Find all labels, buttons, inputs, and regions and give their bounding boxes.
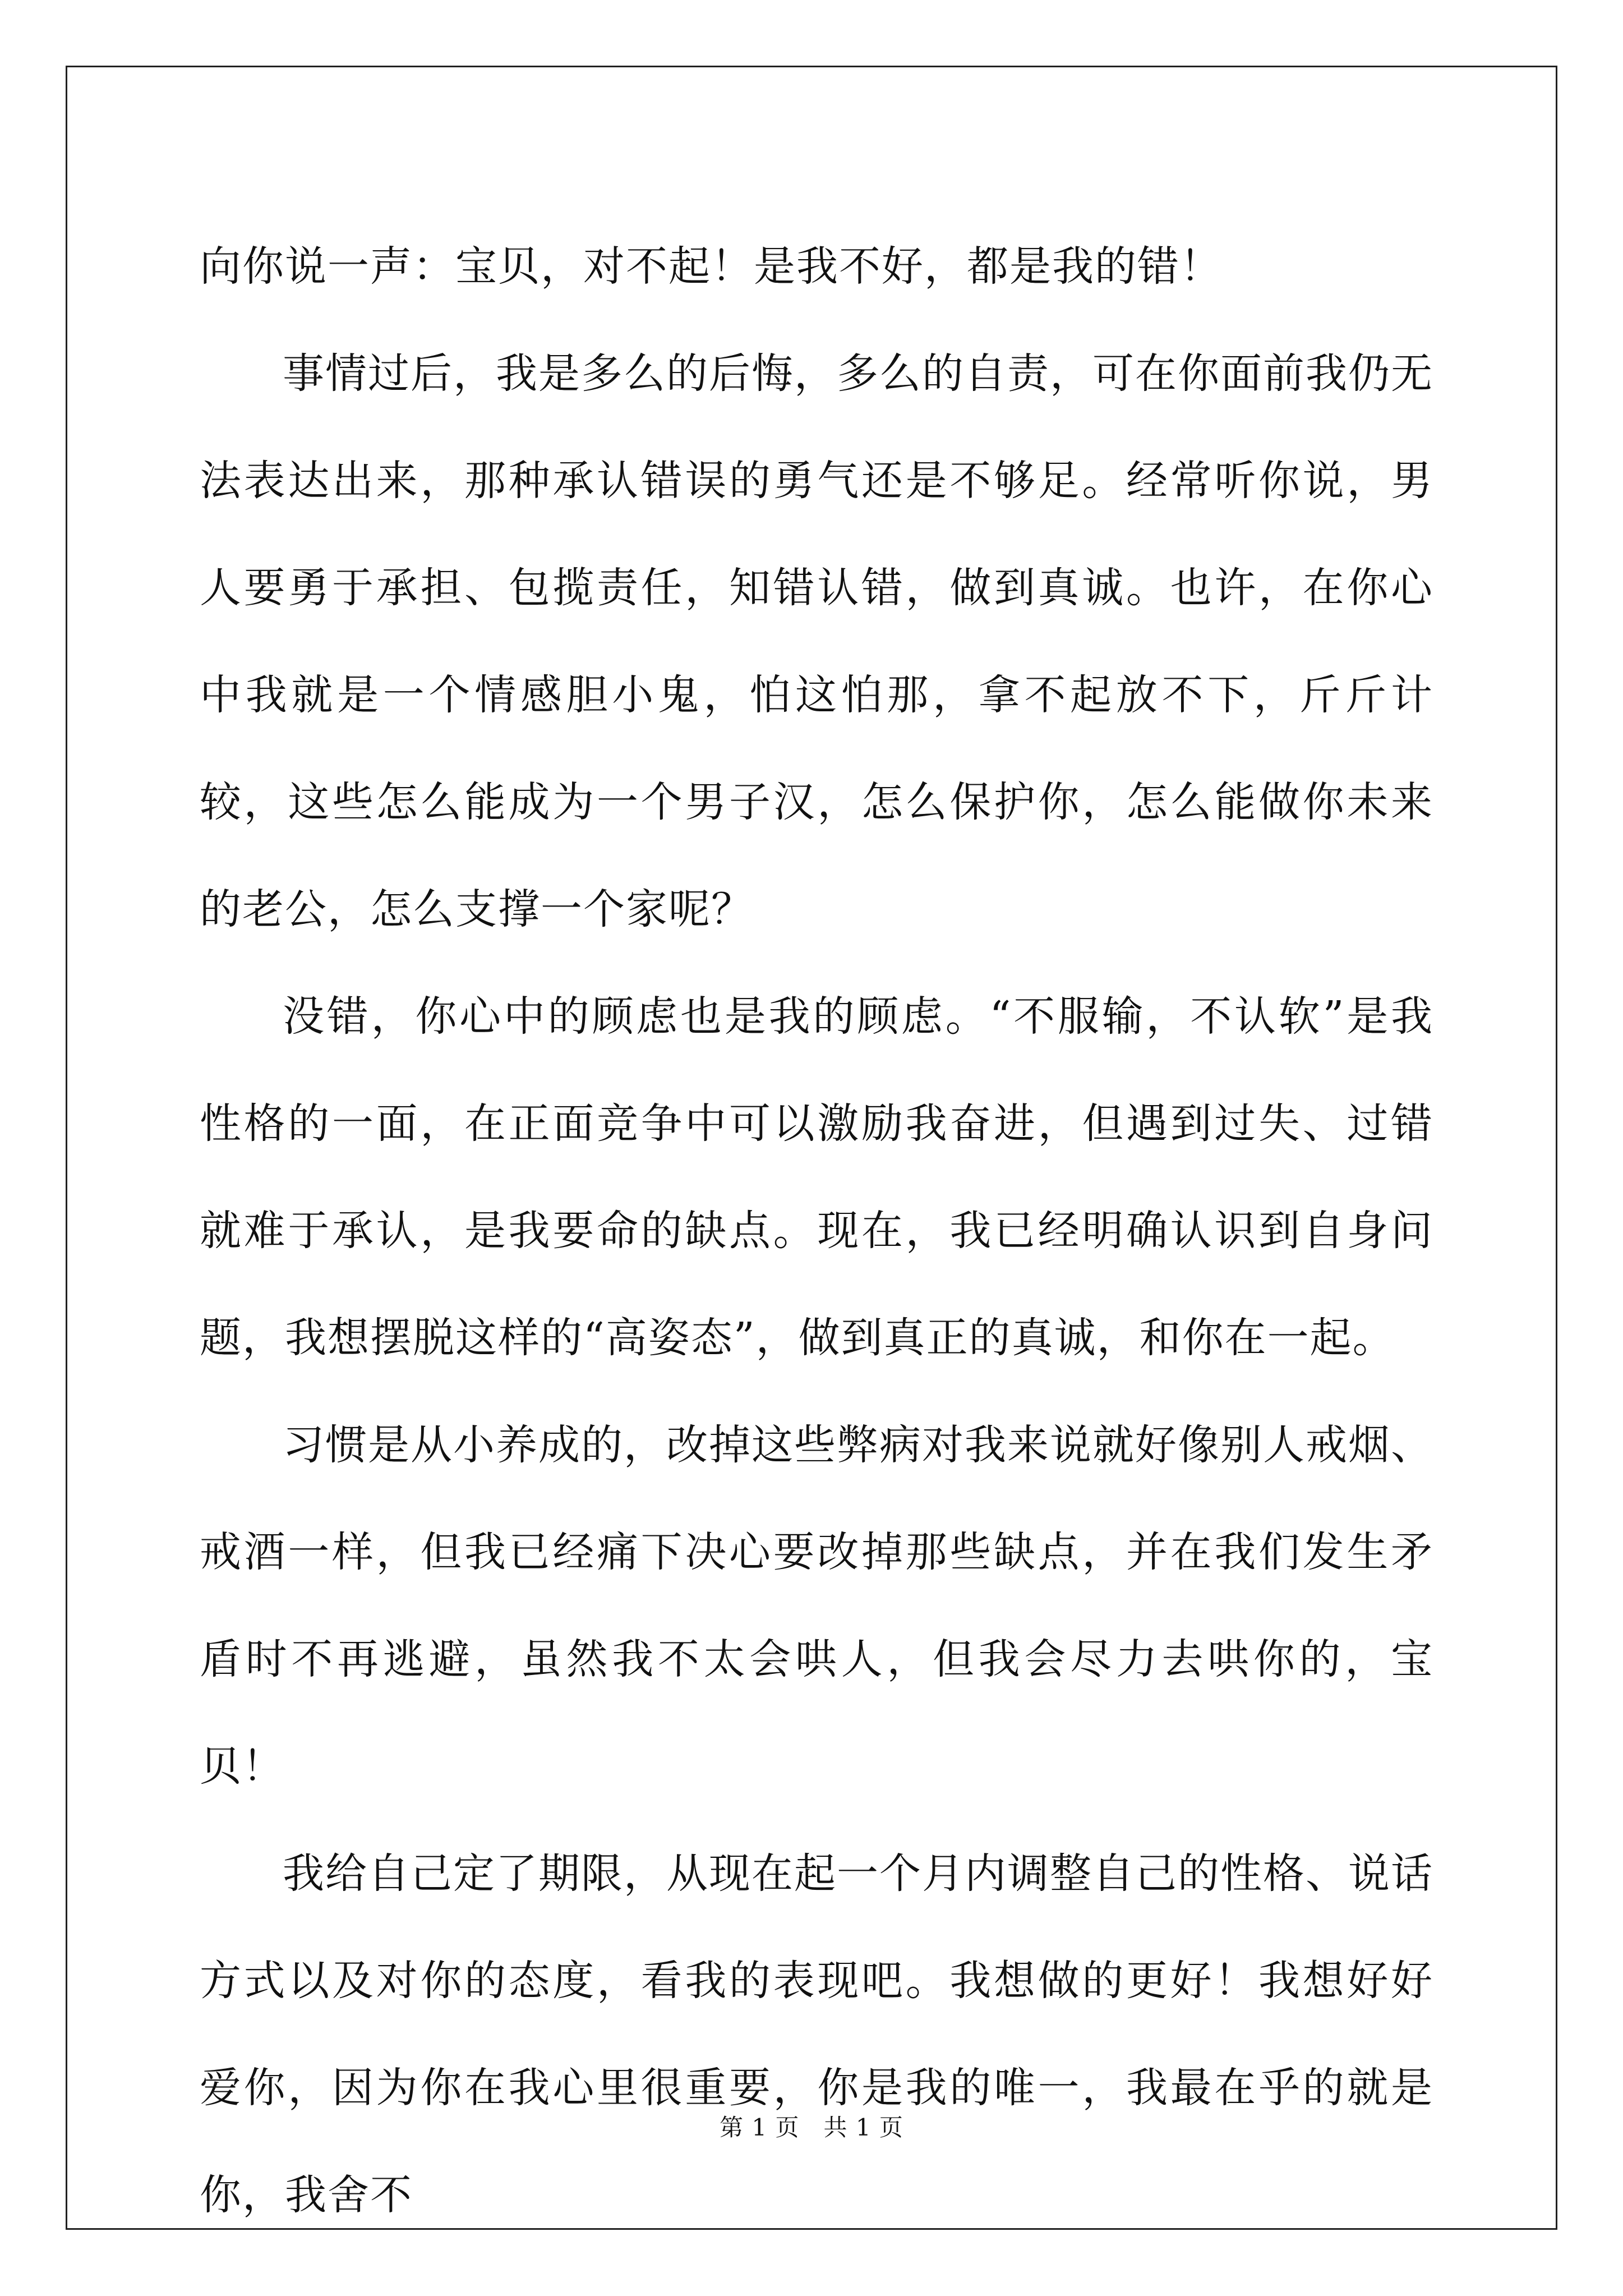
paragraph-3: 没错，你心中的顾虑也是我的顾虑。“不服输，不认软”是我性格的一面，在正面竞争中可以激励我奋进，但遇到过失、过错就难于承认，是我要命的缺点。现在，我已经明确认识到自身问题，我想摆脱这样的“高姿态”，做到真正的真诚，和你在一起。 <box>200 992 1433 1362</box>
paragraph-5: 我给自己定了期限，从现在起一个月内调整自己的性格、说话方式以及对你的态度，看我的表现吧。我想做的更好！我想好好爱你，因为你在我心里很重要，你是我的唯一，我最在乎的就是你，我舍不 <box>200 1849 1433 2219</box>
document-body <box>200 213 1433 2249</box>
paragraph-2: 事情过后，我是多么的后悔，多么的自责，可在你面前我仍无法表达出来，那种承认错误的勇气还是不够足。经常听你说，男人要勇于承担、包揽责任，知错认错，做到真诚。也许，在你心中我就是一个情感胆小鬼，怕这怕那，拿不起放不下，斤斤计较，这些怎么能成为一个男子汉，怎么保护你，怎么能做你未来的老公，怎么支撑一个家呢？ <box>200 349 1433 933</box>
paragraph-4: 习惯是从小养成的，改掉这些弊病对我来说就好像别人戒烟、戒酒一样，但我已经痛下决心要改掉那些缺点，并在我们发生矛盾时不再逃避，虽然我不太会哄人，但我会尽力去哄你的，宝贝！ <box>200 1421 1433 1791</box>
paragraph-1: 向你说一声：宝贝，对不起！是我不好，都是我的错！ <box>200 242 1223 291</box>
page-number-footer: 第 1 页 共 1 页 <box>720 2114 903 2141</box>
